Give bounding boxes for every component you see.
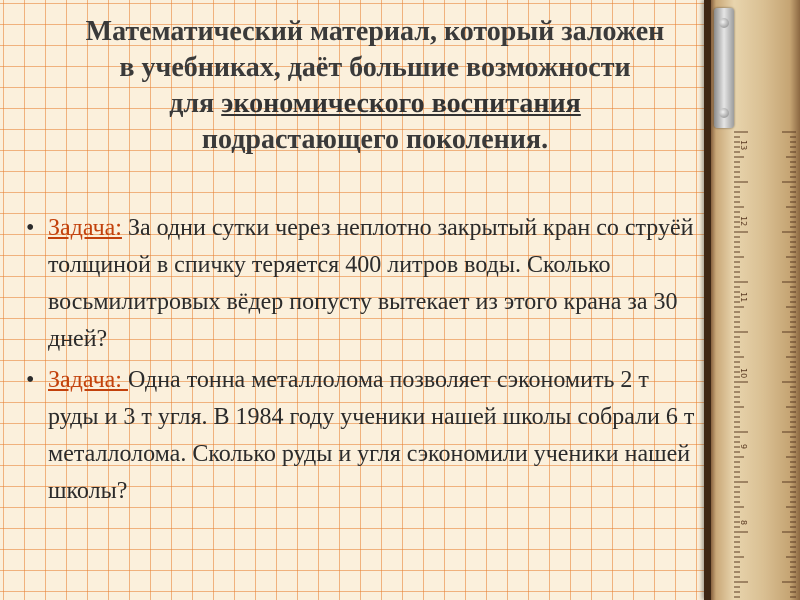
ruler-edge bbox=[704, 0, 711, 600]
title-emphasis: экономического воспитания bbox=[221, 88, 581, 119]
task-text: Одна тонна металлолома позволяет сэкономить 2 т руды и 3 т угля. В 1984 году ученики нашей школы собрали 6 т металлолома. Сколько руды и угля сэкономили ученики нашей школы? bbox=[48, 367, 695, 504]
bullet-icon: • bbox=[26, 215, 35, 241]
ruler-decoration bbox=[704, 0, 800, 600]
ruler-numbers bbox=[739, 130, 768, 600]
task-list bbox=[24, 210, 704, 514]
title-line-3-prefix: для bbox=[169, 88, 222, 119]
screw-icon bbox=[719, 18, 729, 28]
ruler-number: 11 bbox=[739, 292, 748, 303]
task-label: Задача: bbox=[48, 215, 122, 241]
task-label: Задача: bbox=[48, 367, 128, 393]
ruler-number: 10 bbox=[739, 368, 748, 379]
slide-title bbox=[40, 14, 710, 158]
ruler-number: 9 bbox=[739, 444, 748, 450]
ruler-number: 13 bbox=[739, 140, 748, 151]
task-item-1 bbox=[24, 210, 704, 358]
ruler-number: 12 bbox=[739, 216, 748, 227]
ruler-number: 8 bbox=[739, 520, 748, 526]
title-line-2: в учебниках, даёт большие возможности bbox=[119, 52, 631, 83]
bullet-icon: • bbox=[26, 367, 35, 393]
task-text: За одни сутки через неплотно закрытый кран со струёй толщиной в спичку теряется 400 литров воды. Сколько восьмилитровых вёдер попусту вытекает из этого крана за 30 дней? bbox=[48, 215, 694, 352]
title-line-4: подрастающего поколения. bbox=[201, 124, 549, 155]
screw-icon bbox=[719, 108, 729, 118]
title-line-1: Математический материал, который заложен bbox=[85, 16, 665, 47]
task-item-2 bbox=[24, 362, 704, 510]
ruler-clip bbox=[714, 8, 734, 128]
